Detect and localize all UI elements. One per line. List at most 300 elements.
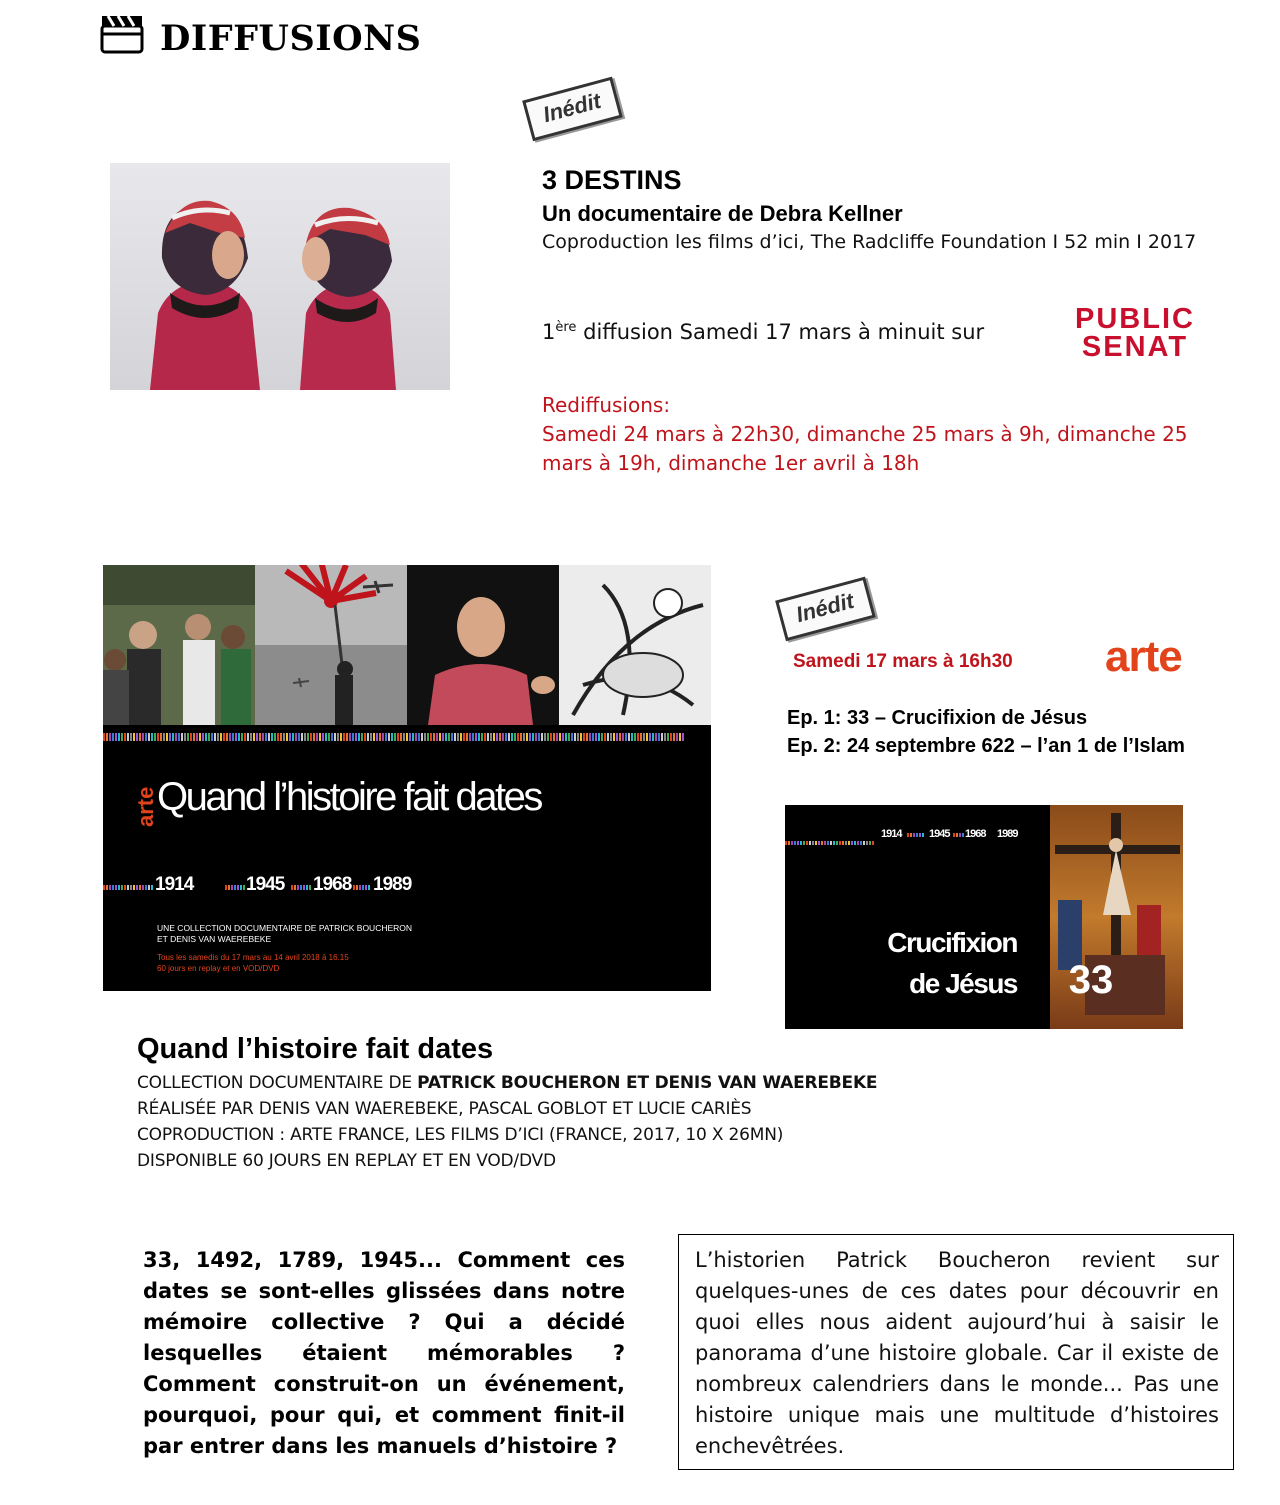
color-bar-segment [301,733,303,741]
color-bar-segment [121,733,123,741]
color-bar-segment [436,733,438,741]
color-bar-segment [442,733,444,741]
color-bar-segment [406,733,408,741]
color-bar-segment [151,733,153,741]
color-bar-segment [214,733,216,741]
color-bar-segment [247,733,249,741]
color-bar-segment [860,841,862,845]
color-bar-segment [824,841,826,845]
inedit-stamp: Inédit [522,77,622,142]
collection-line-4: DISPONIBLE 60 JOURS EN REPLAY ET EN VOD/DVD [137,1151,556,1171]
color-bar-segment [133,885,135,890]
clapperboard-icon [100,12,144,54]
color-bar-segment [208,733,210,741]
color-bar-segment [316,733,318,741]
ps-line2: SENAT [1081,331,1189,360]
first-broadcast [542,320,984,344]
poster-year: 1945 [246,874,285,895]
color-bar-segment [286,733,288,741]
color-bar-segment [184,733,186,741]
color-bar-segment [295,733,297,741]
color-bar-segment [785,841,787,845]
color-bar-segment [291,885,293,890]
color-bar-segment [472,733,474,741]
color-bar-segment [193,733,195,741]
color-bar-segment [481,733,483,741]
color-bar-segment [818,841,820,845]
color-bar-segment [130,733,132,741]
color-bar-segment [331,733,333,741]
color-bar-segment [309,885,311,890]
color-bar-segment [234,885,236,890]
color-bar-segment [148,885,150,890]
color-bar-segment [574,733,576,741]
color-bar-segment [643,733,645,741]
color-bar-segment [499,733,501,741]
color-bar-segment [640,733,642,741]
color-bar-segment [205,733,207,741]
color-bar-segment [679,733,681,741]
color-bar-segment [343,733,345,741]
color-bar-segment [274,733,276,741]
color-bar-segment [367,733,369,741]
color-bar-segment [115,733,117,741]
color-bar-segment [243,885,245,890]
color-bar-segment [415,733,417,741]
color-bar-segment [232,733,234,741]
color-bar-segment [794,841,796,845]
color-bar-segment [550,733,552,741]
color-bar-segment [265,733,267,741]
color-bar-segment [244,733,246,741]
color-bar-segment [628,733,630,741]
color-bar-segment [869,841,871,845]
color-bar-segment [409,733,411,741]
color-bar-segment [382,733,384,741]
color-bar-segment [277,733,279,741]
color-bar-segment [619,733,621,741]
color-bar-segment [283,733,285,741]
color-bar-segment [157,733,159,741]
color-bar-segment [962,833,964,837]
poster-credit-1: UNE COLLECTION DOCUMENTAIRE DE PATRICK BOUCHERON [157,923,413,933]
color-bar-segment [142,885,144,890]
color-bar-segment [851,841,853,845]
poster-year: 1989 [997,828,1018,840]
color-bar-segment [439,733,441,741]
color-bar-segment [127,733,129,741]
color-bar-segment [655,733,657,741]
color-bar-segment [106,885,108,890]
color-bar-segment [412,733,414,741]
color-bar-segment [256,733,258,741]
color-bar-segment [490,733,492,741]
color-bar-segment [359,885,361,890]
color-bar-segment [803,841,805,845]
color-bar-segment [328,733,330,741]
color-bar-segment [806,841,808,845]
color-bar-segment [109,885,111,890]
color-bar-segment [565,733,567,741]
color-bar-segment [571,733,573,741]
rediffusions [542,391,1232,478]
color-bar-segment [352,733,354,741]
color-bar-segment [358,733,360,741]
color-bar-segment [529,733,531,741]
color-bar-segment [237,885,239,890]
color-bar-segment [421,733,423,741]
color-bar-segment [577,733,579,741]
color-bar-segment [271,733,273,741]
color-bar-segment [334,733,336,741]
color-bar-segment [520,733,522,741]
color-bar-segment [667,733,669,741]
color-bar-segment [385,733,387,741]
color-bar-segment [956,833,958,837]
ps-line1: PUBLIC [1075,303,1195,335]
color-bar-segment [169,733,171,741]
color-bar-segment [259,733,261,741]
color-bar-segment [538,733,540,741]
color-bar-segment [356,885,358,890]
color-bar-segment [664,733,666,741]
first-text: diffusion Samedi 17 mars à minuit sur [576,320,985,344]
film-subtitle: Un documentaire de Debra Kellner [542,201,903,226]
color-bar-segment [454,733,456,741]
color-bar-segment [535,733,537,741]
color-bar-segment [478,733,480,741]
color-bar-segment [418,733,420,741]
color-bar-segment [580,733,582,741]
arte-broadcast-date: Samedi 17 mars à 16h30 [793,651,1013,672]
color-bar-segment [298,733,300,741]
arte-series-poster [103,565,711,991]
color-bar-segment [280,733,282,741]
color-bar-segment [863,841,865,845]
color-bar-segment [517,733,519,741]
color-bar-segment [830,841,832,845]
color-bar-segment [355,733,357,741]
color-bar-segment [228,885,230,890]
color-bar-segment [151,885,153,890]
color-bar-segment [598,733,600,741]
color-bar-segment [353,885,355,890]
color-bar-segment [857,841,859,845]
color-bar-segment [592,733,594,741]
color-bar-segment [496,733,498,741]
color-bar-segment [368,885,370,890]
color-bar-segment [812,841,814,845]
arte-logo: arte [1105,632,1182,681]
color-bar-segment [601,733,603,741]
color-bar-segment [610,733,612,741]
color-bar-segment [646,733,648,741]
color-bar-segment [589,733,591,741]
color-bar-segment [451,733,453,741]
color-bar-segment [124,885,126,890]
color-bar-segment [365,885,367,890]
color-bar-segment [466,733,468,741]
color-bar-segment [457,733,459,741]
color-bar-segment [187,733,189,741]
color-bar-segment [202,733,204,741]
cruc-number: 33 [1068,958,1114,1002]
color-bar-segment [907,833,909,837]
color-bar-segment [445,733,447,741]
first-prefix: 1 [542,320,556,344]
cruc-line2: de Jésus [909,968,1017,999]
color-bar-segment [842,841,844,845]
color-bar-segment [607,733,609,741]
color-bar-segment [547,733,549,741]
color-bar-segment [300,885,302,890]
inedit-stamp-2: Inédit [775,577,875,642]
episode-1: Ep. 1: 33 – Crucifixion de Jésus [787,707,1088,729]
color-bar-segment [240,885,242,890]
color-bar-segment [319,733,321,741]
poster-year: 1914 [155,874,194,895]
color-bar-segment [836,841,838,845]
color-bar-segment [103,733,105,741]
documentary-photo [110,163,450,390]
color-bar-segment [400,733,402,741]
color-bar-segment [532,733,534,741]
color-bar-segment [361,733,363,741]
color-bar-segment [145,885,147,890]
color-bar-segment [220,733,222,741]
color-bar-segment [196,733,198,741]
color-bar-segment [103,885,105,890]
poster-year: 1945 [929,828,950,840]
color-bar-segment [310,733,312,741]
color-bar-segment [145,733,147,741]
public-senat-logo [1058,302,1213,360]
color-bar-segment [424,733,426,741]
color-bar-segment [595,733,597,741]
color-bar-segment [262,733,264,741]
color-bar-segment [118,885,120,890]
color-bar-segment [959,833,961,837]
color-bar-segment [337,733,339,741]
color-bar-segment [346,733,348,741]
color-bar-segment [294,885,296,890]
color-bar-segment [922,833,924,837]
color-bar-segment [487,733,489,741]
color-bar-segment [916,833,918,837]
color-bar-segment [289,733,291,741]
color-bar-segment [178,733,180,741]
collection-line-2: RÉALISÉE PAR DENIS VAN WAEREBEKE, PASCAL GOBLOT ET LUCIE CARIÈS [137,1099,752,1119]
color-bar-segment [268,733,270,741]
color-bar-segment [604,733,606,741]
color-bar-segment [241,733,243,741]
color-bar-segment [673,733,675,741]
color-bar-segment [106,733,108,741]
color-bar-segment [568,733,570,741]
color-bar-segment [225,885,227,890]
color-bar-segment [349,733,351,741]
poster-title: Quand l’histoire fait dates [157,775,541,819]
first-sup: ère [555,320,577,335]
color-bar-segment [391,733,393,741]
color-bar-segment [616,733,618,741]
color-bar-segment [788,841,790,845]
color-bar-segment [142,733,144,741]
color-bar-segment [433,733,435,741]
color-bar-segment [475,733,477,741]
color-bar-segment [370,733,372,741]
color-bar-segment [124,733,126,741]
color-bar-segment [379,733,381,741]
color-bar-segment [166,733,168,741]
color-bar-segment [364,733,366,741]
collection-line-3: COPRODUCTION : ARTE FRANCE, LES FILMS D’ICI (FRANCE, 2017, 10 X 26MN) [137,1125,784,1145]
color-bar-segment [373,733,375,741]
color-bar-segment [325,733,327,741]
color-bar-segment [872,841,874,845]
color-bar-segment [658,733,660,741]
color-bar-segment [250,733,252,741]
color-bar-segment [661,733,663,741]
color-bar-segment [175,733,177,741]
color-bar-segment [625,733,627,741]
color-bar-segment [797,841,799,845]
color-bar-segment [148,733,150,741]
color-bar-segment [800,841,802,845]
cruc-line1: Crucifixion [887,927,1017,958]
color-bar-segment [304,733,306,741]
crucifixion-poster [785,805,1183,1029]
color-bar-segment [340,733,342,741]
color-bar-segment [848,841,850,845]
color-bar-segment [448,733,450,741]
color-bar-segment [469,733,471,741]
poster-brand: arte [133,786,158,827]
collection-line-1-prefix: COLLECTION DOCUMENTAIRE DE [137,1073,418,1093]
color-bar-segment [172,733,174,741]
color-bar-segment [397,733,399,741]
color-bar-segment [115,885,117,890]
color-bar-segment [821,841,823,845]
color-bar-segment [303,885,305,890]
color-bar-segment [376,733,378,741]
color-bar-segment [910,833,912,837]
color-bar-segment [484,733,486,741]
color-bar-segment [136,885,138,890]
color-bar-segment [211,733,213,741]
color-bar-segment [394,733,396,741]
color-bar-segment [362,885,364,890]
color-bar-segment [493,733,495,741]
poster-schedule: Tous les samedis du 17 mars au 14 avril 2018 à 16.15 [157,953,349,962]
color-bar-segment [139,733,141,741]
color-bar-segment [139,885,141,890]
collection-line-1 [137,1073,877,1093]
color-bar-segment [112,885,114,890]
poster-year: 1989 [373,874,412,895]
color-bar-segment [463,733,465,741]
color-bar-segment [297,885,299,890]
color-bar-segment [559,733,561,741]
color-bar-segment [845,841,847,845]
poster-year: 1968 [965,828,986,840]
color-bar-segment [682,733,684,741]
color-bar-segment [833,841,835,845]
color-bar-segment [676,733,678,741]
episode-2: Ep. 2: 24 septembre 622 – l’an 1 de l’Islam [787,735,1185,757]
poster-replay: 60 jours en replay et en VOD/DVD [157,964,280,973]
color-bar-segment [313,733,315,741]
color-bar-segment [217,733,219,741]
color-bar-segment [866,841,868,845]
color-bar-segment [253,733,255,741]
color-bar-segment [460,733,462,741]
color-bar-segment [514,733,516,741]
color-bar-segment [586,733,588,741]
color-bar-segment [854,841,856,845]
description-box [678,1234,1234,1470]
color-bar-segment [953,833,955,837]
color-bar-segment [388,733,390,741]
color-bar-segment [556,733,558,741]
color-bar-segment [127,885,129,890]
color-bar-segment [235,733,237,741]
color-bar-segment [523,733,525,741]
color-bar-segment [827,841,829,845]
color-bar-segment [133,733,135,741]
color-bar-segment [403,733,405,741]
color-bar-segment [505,733,507,741]
color-bar-segment [130,885,132,890]
color-bar-segment [223,733,225,741]
film-coproduction: Coproduction les films d’ici, The Radcliffe Foundation I 52 min I 2017 [542,231,1197,253]
color-bar-segment [154,733,156,741]
color-bar-segment [181,733,183,741]
film-title: 3 DESTINS [542,165,682,195]
color-bar-segment [109,733,111,741]
color-bar-segment [511,733,513,741]
color-bar-segment [190,733,192,741]
color-bar-segment [634,733,636,741]
collection-title: Quand l’histoire fait dates [137,1033,494,1065]
color-bar-segment [791,841,793,845]
color-bar-segment [622,733,624,741]
color-bar-segment [112,733,114,741]
color-bar-segment [541,733,543,741]
color-bar-segment [306,885,308,890]
color-bar-segment [430,733,432,741]
collection-line-1-authors: PATRICK BOUCHERON ET DENIS VAN WAEREBEKE [417,1073,878,1093]
color-bar-segment [307,733,309,741]
color-bar-segment [526,733,528,741]
color-bar-segment [118,733,120,741]
color-bar-segment [544,733,546,741]
color-bar-segment [809,841,811,845]
color-bar-segment [292,733,294,741]
color-bar-segment [121,885,123,890]
color-bar-segment [839,841,841,845]
color-bar-segment [553,733,555,741]
rediffusions-text: Samedi 24 mars à 22h30, dimanche 25 mars à 9h, dimanche 25 mars à 19h, dimanche 1er avril à 18h [542,422,1188,475]
color-bar-segment [562,733,564,741]
description-paragraph: L’historien Patrick Boucheron revient sur quelques-unes de ces dates pour découvrir en quoi elles nous aident aujourd’hui à saisir le panorama d’une histoire globale. Car il existe de nombreux calendriers dans le monde... Pas une histoire unique mais une multitude d’histoires enchevêtrées. [695,1248,1219,1458]
color-bar-segment [508,733,510,741]
color-bar-segment [322,733,324,741]
rediffusions-label: Rediffusions: [542,393,671,417]
color-bar-segment [637,733,639,741]
color-bar-segment [670,733,672,741]
color-bar-segment [427,733,429,741]
